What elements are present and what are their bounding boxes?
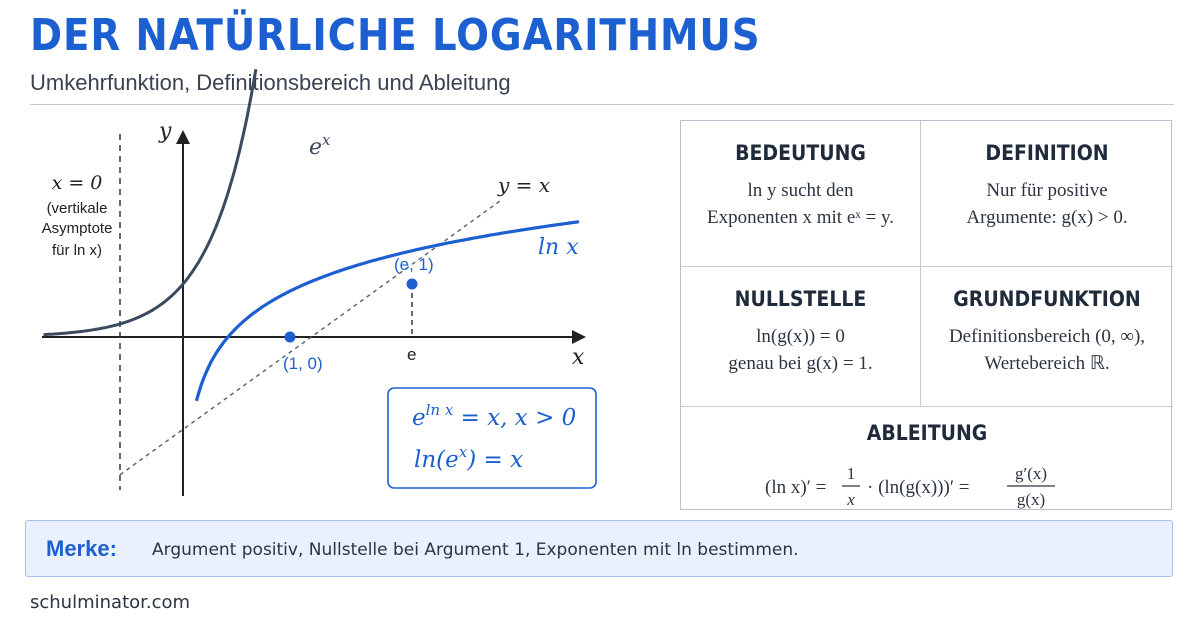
card-definition-text (921, 177, 1173, 231)
identity-line1-sup: ln x (425, 401, 454, 419)
card-grundfunktion-line-1: Definitionsbereich (0, ∞), (948, 326, 1146, 347)
card-bedeutung-line-1: ln y sucht den (747, 180, 854, 201)
asymptote-label-3: Asymptote (41, 220, 113, 237)
exp-label-base: e (309, 135, 323, 160)
y-axis-label: y (159, 119, 172, 144)
card-definition (921, 121, 1173, 267)
merke-text: Argument positiv, Nullstelle bei Argument 1, Exponenten mit ln bestimmen. (152, 540, 799, 560)
identity-line1-base: e (412, 405, 426, 431)
site-footer: schulminator.com (30, 592, 191, 613)
merke-label: Merke: (46, 536, 117, 561)
card-definition-line-2: Argumente: g(x) > 0. (966, 207, 1128, 228)
frac2-den: g(x) (1016, 490, 1046, 509)
e-tick-label: e (407, 345, 417, 364)
identity-line1-rest: = x, x > 0 (453, 405, 577, 431)
derivative-middle: · (ln(g(x)))′ = (867, 477, 970, 498)
frac1-den: x (847, 490, 855, 509)
page-subtitle: Umkehrfunktion, Definitionsbereich und Ableitung (30, 70, 511, 95)
exp-label-sup: x (322, 131, 331, 149)
card-nullstelle-title: NULLSTELLE (734, 287, 867, 311)
card-grundfunktion-text (921, 323, 1173, 377)
card-nullstelle-line-2: genau bei g(x) = 1. (728, 353, 873, 374)
identity-line2-sup: x (458, 443, 468, 461)
merke-box (25, 520, 1173, 577)
card-bedeutung-title: BEDEUTUNG (735, 141, 866, 165)
x-axis-label: x (572, 345, 585, 370)
header-divider (30, 104, 1174, 105)
frac1-num: 1 (846, 464, 856, 483)
identity-box (388, 388, 596, 488)
card-bedeutung-text (681, 177, 920, 231)
x-axis-arrow (572, 330, 586, 344)
card-ableitung-title: ABLEITUNG (866, 421, 988, 445)
asymptote-label-4: für ln x) (51, 242, 103, 259)
frac2-num: g′(x) (1014, 464, 1048, 483)
point-e-label: (e, 1) (394, 255, 434, 274)
card-grundfunktion-title: GRUNDFUNKTION (953, 287, 1141, 311)
card-ableitung (681, 407, 1173, 511)
card-nullstelle-line-1: ln(g(x)) = 0 (756, 326, 845, 347)
identity-line2-start: ln(e (414, 447, 459, 473)
y-axis-arrow (176, 130, 190, 144)
card-nullstelle (681, 267, 921, 407)
card-bedeutung-line-2: Exponenten x mit eˣ = y. (707, 207, 894, 228)
point-e (407, 279, 418, 290)
asymptote-label-2: (vertikale (46, 200, 108, 217)
card-grundfunktion (921, 267, 1173, 407)
identity-label: y = x (498, 173, 551, 197)
card-definition-line-1: Nur für positive (986, 180, 1108, 201)
ln-curve-label: ln x (538, 235, 579, 260)
function-graph (20, 112, 660, 507)
card-nullstelle-text (681, 323, 920, 377)
point-one (285, 332, 296, 343)
derivative-formula (681, 461, 1173, 511)
point-one-label: (1, 0) (283, 354, 323, 373)
card-definition-title: DEFINITION (985, 141, 1109, 165)
info-grid (680, 120, 1172, 510)
identity-line2-rest: ) = x (467, 447, 524, 473)
ln-curve (197, 222, 580, 401)
asymptote-label-1: x = 0 (51, 172, 103, 194)
card-bedeutung (681, 121, 921, 267)
page-title: DER NATÜRLICHE LOGARITHMUS (30, 10, 761, 61)
card-grundfunktion-line-2: Wertebereich ℝ. (984, 353, 1110, 374)
identity-box-line-2 (414, 443, 523, 473)
exp-curve-label (309, 131, 331, 160)
derivative-lhs: (ln x)′ = (765, 477, 827, 498)
